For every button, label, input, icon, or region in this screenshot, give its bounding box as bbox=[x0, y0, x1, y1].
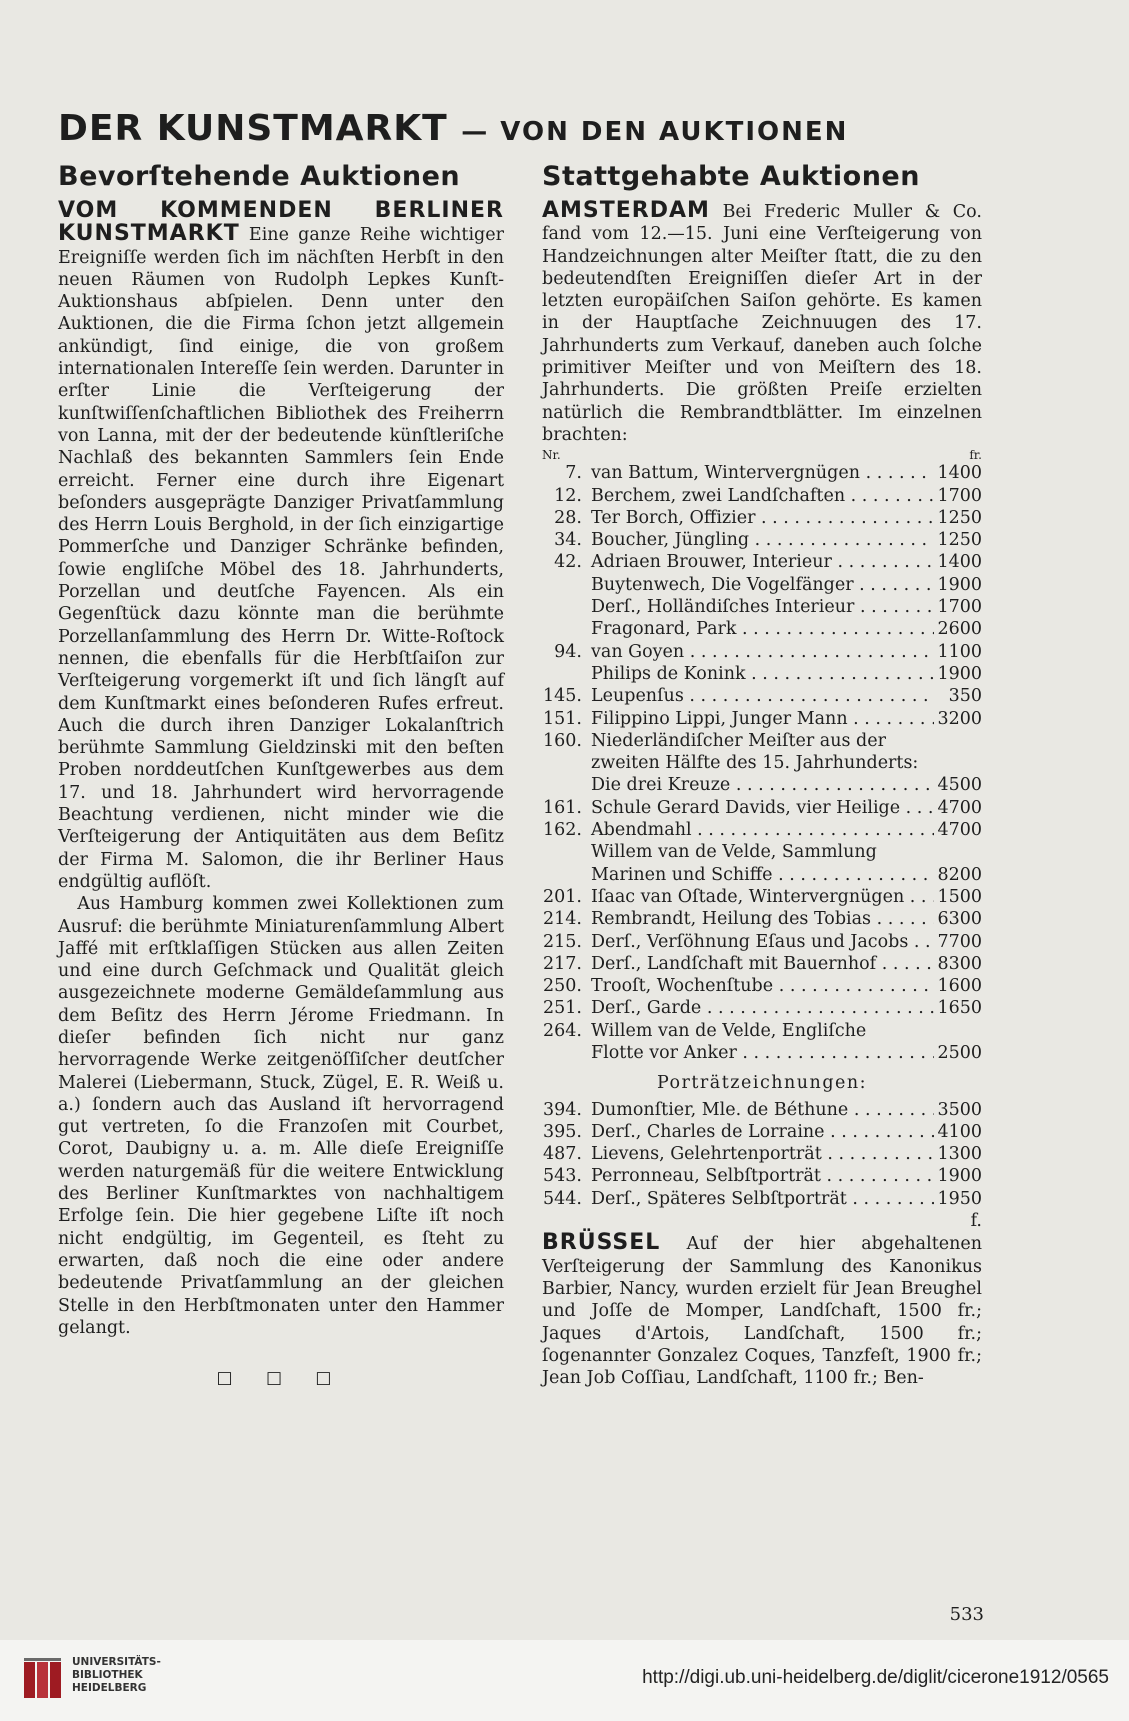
lot-title: Iſaac van Oſtade, Wintervergnügen . . . bbox=[582, 886, 934, 908]
lot-number: 215. bbox=[543, 931, 582, 952]
nr-label: Nr. bbox=[542, 448, 561, 463]
lot-row bbox=[542, 752, 982, 774]
footer-bar bbox=[0, 1640, 1129, 1721]
lot-number: 7. bbox=[565, 463, 582, 484]
lot-row bbox=[542, 1099, 982, 1121]
lot-title: Trooſt, Wochenſtube . . . bbox=[582, 975, 934, 997]
lot-number: 487. bbox=[543, 1144, 582, 1165]
lot-number: 34. bbox=[554, 530, 582, 551]
lot-price: 3200 bbox=[934, 708, 982, 730]
lot-row bbox=[542, 551, 982, 573]
lot-row bbox=[542, 819, 982, 841]
lot-title: van Battum, Wintervergnügen . . . bbox=[582, 462, 934, 484]
lot-price: 1900 bbox=[934, 1165, 982, 1187]
lot-title: van Goyen . . . bbox=[582, 641, 934, 663]
lot-number: 214. bbox=[543, 909, 582, 930]
lot-row bbox=[542, 685, 982, 707]
lot-list bbox=[542, 462, 982, 1064]
lot-title: Abendmahl . . . bbox=[582, 819, 934, 841]
lot-number: 394. bbox=[543, 1099, 582, 1120]
lot-number: 395. bbox=[543, 1121, 582, 1142]
brussel-paragraph bbox=[542, 1232, 982, 1389]
lot-title: Schule Gerard Davids, vier Heilige . . . bbox=[582, 797, 934, 819]
currency-label: fr. bbox=[969, 448, 982, 463]
lot-price: 4500 bbox=[934, 774, 982, 796]
lot-row bbox=[542, 485, 982, 507]
lot-list-header bbox=[542, 448, 982, 462]
portrait-lot-list bbox=[542, 1099, 982, 1210]
lot-title: Rembrandt, Heilung des Tobias . . . bbox=[582, 908, 934, 930]
lot-title: Adriaen Brouwer, Interieur . . . bbox=[582, 551, 934, 573]
amsterdam-paragraph bbox=[542, 200, 982, 446]
lot-title: Leupenſus . . . bbox=[582, 685, 934, 707]
lot-row bbox=[542, 841, 982, 863]
lot-title: Ter Borch, Offizier . . . bbox=[582, 507, 934, 529]
page-number: 533 bbox=[949, 1604, 984, 1625]
section-end-squares: □ □ □ bbox=[216, 1368, 346, 1389]
lot-title: Boucher, Jüngling . . . bbox=[582, 529, 934, 551]
lot-row bbox=[542, 1042, 982, 1064]
lot-price: 1700 bbox=[934, 596, 982, 618]
lot-row bbox=[542, 908, 982, 930]
lot-price: 8200 bbox=[934, 864, 982, 886]
lot-title: Niederländiſcher Meiſter aus der bbox=[591, 730, 886, 751]
lot-price: 2500 bbox=[934, 1042, 982, 1064]
library-name: UNIVERSITÄTS- BIBLIOTHEK HEIDELBERG bbox=[72, 1656, 161, 1694]
lot-title: Fragonard, Park . . . bbox=[582, 618, 934, 640]
lot-title: Die drei Kreuze . . . bbox=[582, 774, 934, 796]
lot-price: 1250 bbox=[934, 529, 982, 551]
amsterdam-intro: Bei Frederic Muller & Co. fand vom 12.—15. Juni eine Verſteigerung von Handzeichnungen alter Meiſter ſtatt, die zu den bedeutendſten Ereigniſſen dieſer Art in der letzten europäiſchen Saiſon gehörte. Es kamen in der Hauptſache Zeichnuugen des 17. Jahrhunderts zum Verkauf, daneben auch ſolche primitiver Meiſter und von Meiſtern des 18. Jahrhunderts. Die größten Preiſe erzielten natürlich die Rembrandtblätter. Im einzelnen brachten: bbox=[542, 202, 982, 445]
lot-title: Lievens, Gelehrtenporträt . . . bbox=[582, 1143, 934, 1165]
lot-row bbox=[542, 886, 982, 908]
lot-number: 250. bbox=[543, 976, 582, 997]
lot-number: 42. bbox=[554, 552, 582, 573]
lot-row bbox=[542, 663, 982, 685]
lot-row bbox=[542, 730, 982, 752]
lot-row bbox=[542, 462, 982, 484]
lot-title: Berchem, zwei Landſchaften . . . bbox=[582, 485, 934, 507]
lot-price: 3500 bbox=[934, 1099, 982, 1121]
lot-title: Marinen und Schiffe . . . bbox=[582, 864, 934, 886]
lot-title: Derſ., Charles de Lorraine . . . bbox=[582, 1121, 934, 1143]
brussel-text: Auf der hier abgehaltenen Verſteigerung der Sammlung des Kanonikus Barbier, Nancy, wurden erzielt für Jean Breughel und Joſſe de Momper, Landſchaft, 1500 fr.; Jaques d'Artois, Landſchaft, 1500 fr.; ſogenannter Gonzalez Coques, Tanzfeſt, 1900 fr.; Jean Job Coſſiau, Landſchaft, 1100 fr.; Ben- bbox=[542, 1234, 982, 1389]
lot-title: Derſ., Verſöhnung Eſaus und Jacobs . . . bbox=[582, 931, 934, 953]
lot-number: 151. bbox=[543, 708, 582, 729]
lot-number: 543. bbox=[543, 1166, 582, 1187]
lot-title: Flotte vor Anker . . . bbox=[582, 1042, 934, 1064]
right-column bbox=[542, 160, 982, 1389]
lot-title: Dumonſtier, Mle. de Béthune . . . bbox=[582, 1099, 934, 1121]
lot-number: 161. bbox=[543, 797, 582, 818]
title-sub: — VON DEN AUKTIONEN bbox=[461, 117, 849, 147]
lot-number: 251. bbox=[543, 998, 582, 1019]
lot-price: 1250 bbox=[934, 507, 982, 529]
lot-row bbox=[542, 1188, 982, 1210]
lot-price: 1700 bbox=[934, 485, 982, 507]
lot-price: 1500 bbox=[934, 886, 982, 908]
lot-row bbox=[542, 1020, 982, 1042]
lot-title: Derſ., Garde . . . bbox=[582, 997, 934, 1019]
amsterdam-lead: AMSTERDAM bbox=[542, 198, 710, 223]
left-lead: VOM KOMMENDEN BERLINER KUNSTMARKT bbox=[58, 198, 504, 247]
lot-title: Willem van de Velde, Sammlung bbox=[591, 842, 877, 863]
lot-number: 145. bbox=[543, 686, 582, 707]
lot-price: 4100 bbox=[934, 1121, 982, 1143]
lot-title: Willem van de Velde, Engliſche bbox=[591, 1020, 867, 1041]
title-main: DER KUNSTMARKT bbox=[58, 108, 448, 149]
source-url-link[interactable]: http://digi.ub.uni-heidelberg.de/diglit/cicerone1912/0565 bbox=[642, 1667, 1109, 1688]
lot-row bbox=[542, 1165, 982, 1187]
lot-price: 1400 bbox=[934, 462, 982, 484]
lot-row bbox=[542, 507, 982, 529]
lot-price: 2600 bbox=[934, 618, 982, 640]
author-signature: f. bbox=[970, 1211, 982, 1232]
left-column bbox=[58, 160, 504, 1389]
left-paragraph-2: Aus Hamburg kommen zwei Kollektionen zum Ausruf: die berühmte Miniaturenſammlung Albert Jaffé mit erſtklaſſigen Stücken aus allen Zeiten und eine durch Geſchmack und Qualität gleich ausgezeichnete moderne Gemäldeſammlung aus dem Beſitz des Herrn Jérome Friedmann. In dieſer befinden ſich nicht nur ganz hervorragende Werke zeitgenöſſiſcher deutſcher Malerei (Liebermann, Stuck, Zügel, E. R. Weiß u. a.) ſondern auch das Ausland iſt hervorragend gut vertreten, ſo die Franzoſen mit Courbet, Corot, Daubigny u. a. m. Alle dieſe Ereigniſſe werden naturgemäß für die weitere Entwicklung des Berliner Kunſtmarktes von nachhaltigem Erfolge ſein. Die hier gegebene Liſte iſt noch nicht endgültig, im Gegenteil, es ſteht zu erwarten, daß noch die eine oder andere bedeutende Privatſammlung an der gleichen Stelle in den Herbſtmonaten unter den Hammer gelangt. bbox=[58, 894, 504, 1338]
lot-price: 7700 bbox=[934, 931, 982, 953]
lot-row bbox=[542, 797, 982, 819]
right-section-heading: Stattgehabte Auktionen bbox=[542, 161, 920, 192]
lot-price: 8300 bbox=[934, 953, 982, 975]
university-library-logo-icon bbox=[22, 1656, 64, 1704]
lot-price: 1300 bbox=[934, 1143, 982, 1165]
lot-price: 4700 bbox=[934, 797, 982, 819]
lot-row bbox=[542, 708, 982, 730]
lot-price: 1950 bbox=[934, 1188, 982, 1210]
lot-row bbox=[542, 641, 982, 663]
lot-number: 28. bbox=[554, 507, 582, 528]
lot-number: 201. bbox=[543, 886, 582, 907]
left-section-heading: Bevorſtehende Auktionen bbox=[58, 161, 461, 192]
lot-price: 350 bbox=[934, 685, 982, 707]
lot-number: 217. bbox=[543, 953, 582, 974]
lot-number: 12. bbox=[554, 485, 582, 506]
lot-title: Derſ., Holländiſches Interieur . . . bbox=[582, 596, 934, 618]
lot-row bbox=[542, 997, 982, 1019]
portrait-heading: Porträtzeichnungen: bbox=[656, 1073, 868, 1094]
lot-row bbox=[542, 975, 982, 997]
lot-row bbox=[542, 596, 982, 618]
lot-row bbox=[542, 618, 982, 640]
lot-price: 1100 bbox=[934, 641, 982, 663]
lot-title: Perronneau, Selbſtporträt . . . bbox=[582, 1165, 934, 1187]
lot-price: 4700 bbox=[934, 819, 982, 841]
lot-number: 264. bbox=[543, 1020, 582, 1041]
lot-row bbox=[542, 1143, 982, 1165]
lot-price: 1900 bbox=[934, 663, 982, 685]
lot-number: 94. bbox=[554, 641, 582, 662]
left-paragraph-1 bbox=[58, 200, 504, 893]
lot-title: Derſ., Späteres Selbſtporträt . . . bbox=[582, 1188, 934, 1210]
lot-price: 6300 bbox=[934, 908, 982, 930]
lot-row bbox=[542, 529, 982, 551]
lot-title: Buytenwech, Die Vogelfänger . . . bbox=[582, 574, 934, 596]
lot-number: 544. bbox=[543, 1188, 582, 1209]
lot-title: Philips de Konink . . . bbox=[582, 663, 934, 685]
lot-row bbox=[542, 774, 982, 796]
lot-price: 1600 bbox=[934, 975, 982, 997]
lot-row bbox=[542, 931, 982, 953]
lot-price: 1900 bbox=[934, 574, 982, 596]
lot-price: 1400 bbox=[934, 551, 982, 573]
lot-row bbox=[542, 953, 982, 975]
page-title bbox=[58, 108, 1068, 149]
lot-row bbox=[542, 574, 982, 596]
left-paragraph-1-text: Eine ganze Reihe wichtiger Ereigniſſe werden ſich im nächſten Herbſt in den neuen Räumen von Rudolph Lepkes Kunſt-Auktionshaus abſpielen. Denn unter den Auktionen, die die Firma ſchon jetzt allgemein ankündigt, ſind einige, die von großem internationalen Intereſſe ſein werden. Darunter in erſter Linie die Verſteigerung der kunſtwiſſenſchaftlichen Bibliothek des Freiherrn von Lanna, mit der der bedeutende künſtleriſche Nachlaß des bekannten Sammlers ſein Ende erreicht. Ferner eine durch ihre Eigenart beſonders ausgeprägte Danziger Privatſammlung des Herrn Louis Berghold, in der ſich einzigartige Pommerſche und Danziger Schränke befinden, ſowie engliſche Möbel des 18. Jahrhunderts, Porzellan und deutſche Fayencen. Als ein Gegenſtück dazu könnte man die berühmte Porzellanſammlung des Herrn Dr. Witte-Roſtock nennen, die ebenfalls für die Herbſtſaiſon zur Verſteigerung vorgemerkt iſt und ſich längſt auf dem Kunſtmarkt eines beſonderen Rufes erfreut. Auch die durch ihren Danziger Lokalanſtrich berühmte Sammlung Gieldzinski mit den beſten Proben norddeutſchen Kunſtgewerbes aus dem 17. und 18. Jahrhundert wird hervorragende Beachtung verdienen, nicht minder wie die Verſteigerung der Antiquitäten aus dem Beſitz der Firma M. Salomon, die ihr Berliner Haus endgültig auflöſt. bbox=[58, 225, 504, 892]
brussel-lead: BRÜSSEL bbox=[542, 1230, 661, 1256]
lot-title: Filippino Lippi, Junger Mann . . . bbox=[582, 708, 934, 730]
lot-row bbox=[542, 1121, 982, 1143]
lot-price: 1650 bbox=[934, 997, 982, 1019]
lot-title: zweiten Hälfte des 15. Jahrhunderts: bbox=[591, 753, 919, 774]
lot-number: 160. bbox=[543, 730, 582, 751]
lot-number: 162. bbox=[543, 820, 582, 841]
lot-title: Derſ., Landſchaft mit Bauernhof . . . bbox=[582, 953, 934, 975]
lot-row bbox=[542, 864, 982, 886]
